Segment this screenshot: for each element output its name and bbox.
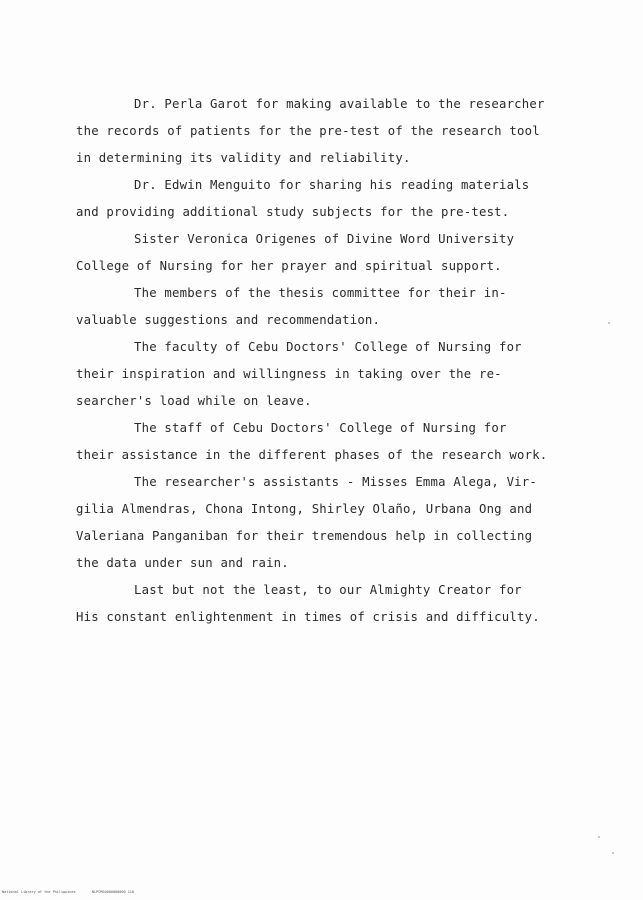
text-line: The faculty of Cebu Doctors' College of Nursing for [134,340,522,354]
text-line: Sister Veronica Origenes of Divine Word University [134,232,515,246]
page-footer [2,890,148,894]
text-line: the records of patients for the pre-test of the research tool [76,124,540,138]
text-line: Valeriana Panganiban for their tremendous help in collecting [76,529,533,543]
text-line: in determining its validity and reliability. [76,151,411,165]
text-line: and providing additional study subjects for the pre-test. [76,205,510,219]
text-line: their assistance in the different phases of the research work. [76,448,548,462]
text-line: College of Nursing for her prayer and spiritual support. [76,259,502,273]
text-line: The researcher's assistants - Misses Emma Alega, Vir- [134,475,537,489]
paper-speck [598,836,600,838]
text-line: His constant enlightenment in times of crisis and difficulty. [76,610,540,624]
text-line: their inspiration and willingness in taking over the re- [76,367,502,381]
text-line: The members of the thesis committee for their in- [134,286,507,300]
text-line: gilia Almendras, Chona Intong, Shirley Olaño, Urbana Ong and [76,502,533,516]
paper-speck [608,322,610,324]
footer-code: NLPCMS0000000000 118 [91,890,135,894]
footer-library: National Library of the Philippines [2,890,76,894]
text-line: searcher's load while on leave. [76,394,312,408]
text-line: valuable suggestions and recommendation. [76,313,381,327]
text-line: Last but not the least, to our Almighty Creator for [134,583,522,597]
paper-speck [612,852,614,854]
text-line: Dr. Edwin Menguito for sharing his reading materials [134,178,530,192]
text-line: the data under sun and rain. [76,556,289,570]
text-line: The staff of Cebu Doctors' College of Nursing for [134,421,507,435]
text-line: Dr. Perla Garot for making available to the researcher [134,97,545,111]
acknowledgment-text [76,91,596,631]
